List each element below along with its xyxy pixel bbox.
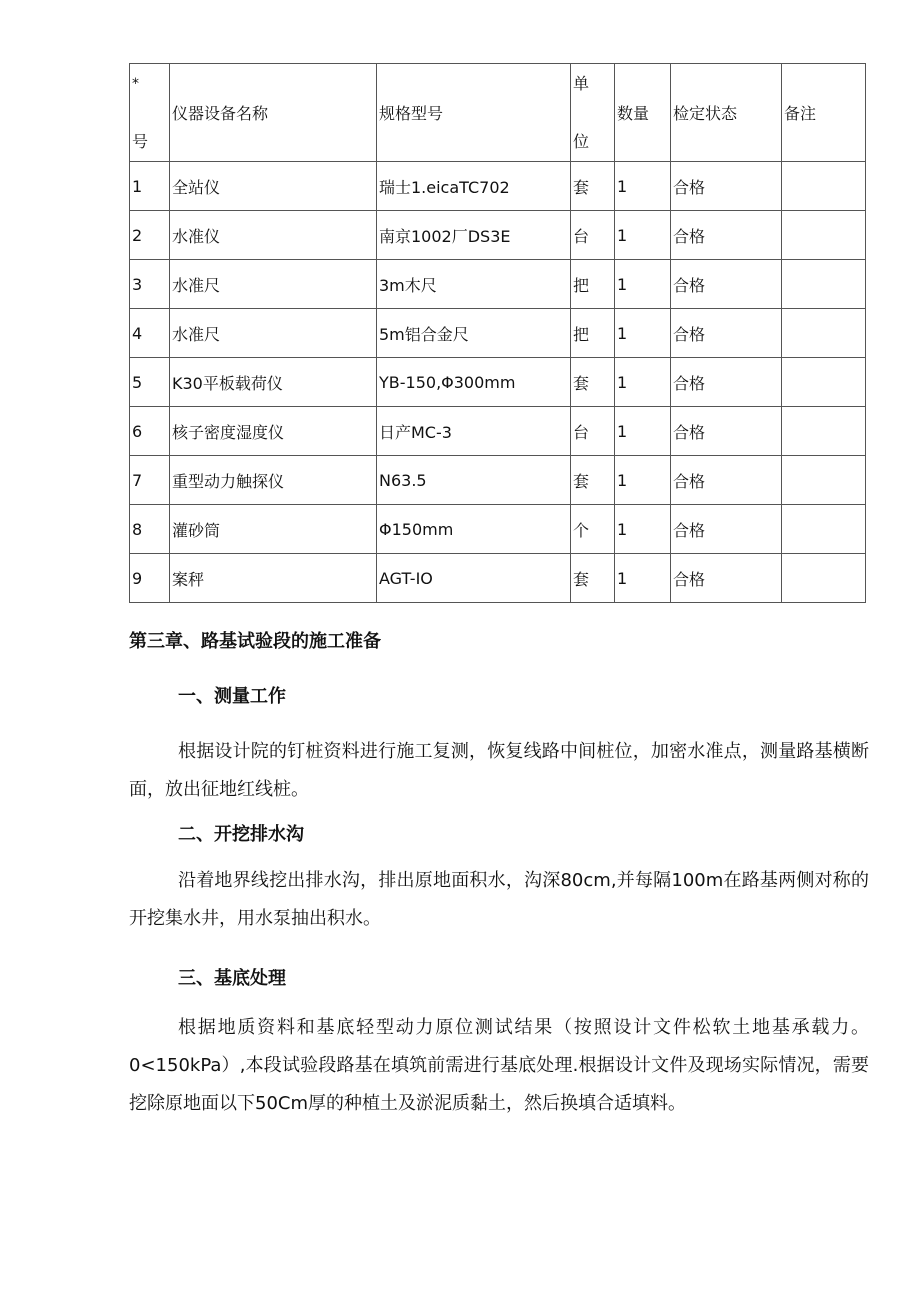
cell-qty: 1 [615, 505, 671, 554]
header-name: 仪器设备名称 [170, 64, 377, 162]
cell-qty: 1 [615, 456, 671, 505]
cell-spec: 南京1002厂DS3E [377, 211, 571, 260]
cell-no: 6 [130, 407, 170, 456]
table-row [130, 211, 866, 260]
section-3-body: 根据地质资料和基底轻型动力原位测试结果（按照设计文件松软土地基承载力。0<150kPa）,本段试验段路基在填筑前需进行基底处理.根据设计文件及现场实际情况，需要挖除原地面以下50Cm厚的种植土及淤泥质黏土，然后换填合适填料。 [129, 1017, 869, 1114]
cell-qty: 1 [615, 309, 671, 358]
cell-unit: 台 [571, 211, 615, 260]
header-unit-top: 单 [573, 73, 590, 93]
cell-unit: 把 [571, 309, 615, 358]
cell-spec: N63.5 [377, 456, 571, 505]
cell-spec: 5m铝合金尺 [377, 309, 571, 358]
cell-unit: 套 [571, 456, 615, 505]
cell-name: 水准仪 [170, 211, 377, 260]
cell-spec: 3m木尺 [377, 260, 571, 309]
cell-name: 重型动力触探仪 [170, 456, 377, 505]
header-unit [571, 64, 615, 162]
cell-name: 水准尺 [170, 309, 377, 358]
table-row [130, 456, 866, 505]
cell-status: 合格 [671, 505, 782, 554]
table-row [130, 505, 866, 554]
cell-note [782, 260, 866, 309]
section-1-body: 根据设计院的钉桩资料进行施工复测，恢复线路中间桩位，加密水准点，测量路基横断面，放出征地红线桩。 [129, 741, 869, 800]
cell-unit: 把 [571, 260, 615, 309]
cell-name: 全站仪 [170, 162, 377, 211]
cell-no: 5 [130, 358, 170, 407]
cell-note [782, 358, 866, 407]
cell-spec: 瑞士1.eicaTC702 [377, 162, 571, 211]
table-row [130, 309, 866, 358]
header-seq-label: 号 [132, 131, 149, 151]
cell-status: 合格 [671, 309, 782, 358]
cell-note [782, 505, 866, 554]
cell-note [782, 407, 866, 456]
header-spec: 规格型号 [377, 64, 571, 162]
cell-spec: Φ150mm [377, 505, 571, 554]
cell-unit: 套 [571, 162, 615, 211]
cell-unit: 个 [571, 505, 615, 554]
cell-spec: AGT-IO [377, 554, 571, 603]
table-row [130, 260, 866, 309]
cell-status: 合格 [671, 260, 782, 309]
cell-qty: 1 [615, 211, 671, 260]
cell-status: 合格 [671, 554, 782, 603]
cell-status: 合格 [671, 358, 782, 407]
cell-qty: 1 [615, 554, 671, 603]
table-row [130, 358, 866, 407]
cell-unit: 套 [571, 554, 615, 603]
cell-no: 4 [130, 309, 170, 358]
cell-status: 合格 [671, 162, 782, 211]
cell-name: 核子密度湿度仪 [170, 407, 377, 456]
cell-name: K30平板载荷仪 [170, 358, 377, 407]
cell-note [782, 554, 866, 603]
cell-unit: 套 [571, 358, 615, 407]
cell-no: 3 [130, 260, 170, 309]
cell-no: 8 [130, 505, 170, 554]
cell-qty: 1 [615, 162, 671, 211]
cell-qty: 1 [615, 407, 671, 456]
header-qty: 数量 [615, 64, 671, 162]
cell-qty: 1 [615, 358, 671, 407]
header-status: 检定状态 [671, 64, 782, 162]
table-row [130, 554, 866, 603]
cell-no: 9 [130, 554, 170, 603]
header-seq-star: * [132, 75, 139, 92]
section-1-title: 一、测量工作 [178, 686, 286, 707]
cell-name: 灌砂筒 [170, 505, 377, 554]
equipment-table-body [130, 64, 866, 603]
cell-note [782, 211, 866, 260]
cell-status: 合格 [671, 456, 782, 505]
table-header-row [130, 64, 866, 162]
cell-unit: 台 [571, 407, 615, 456]
cell-spec: YB-150,Φ300mm [377, 358, 571, 407]
section-3-title: 三、基底处理 [178, 968, 286, 989]
table-row [130, 407, 866, 456]
header-unit-bottom: 位 [573, 131, 590, 151]
chapter-title: 第三章、路基试验段的施工准备 [129, 631, 381, 652]
cell-note [782, 162, 866, 211]
equipment-table [129, 63, 866, 603]
cell-name: 案秤 [170, 554, 377, 603]
table-row [130, 162, 866, 211]
header-note: 备注 [782, 64, 866, 162]
section-2-body: 沿着地界线挖出排水沟，排出原地面积水，沟深80cm,并每隔100m在路基两侧对称的开挖集水井，用水泵抽出积水。 [129, 870, 869, 929]
cell-status: 合格 [671, 211, 782, 260]
cell-note [782, 456, 866, 505]
header-seq [130, 64, 170, 162]
cell-spec: 日产MC-3 [377, 407, 571, 456]
cell-no: 1 [130, 162, 170, 211]
cell-status: 合格 [671, 407, 782, 456]
cell-no: 7 [130, 456, 170, 505]
cell-qty: 1 [615, 260, 671, 309]
cell-name: 水准尺 [170, 260, 377, 309]
cell-note [782, 309, 866, 358]
section-2-title: 二、开挖排水沟 [178, 824, 304, 845]
cell-no: 2 [130, 211, 170, 260]
